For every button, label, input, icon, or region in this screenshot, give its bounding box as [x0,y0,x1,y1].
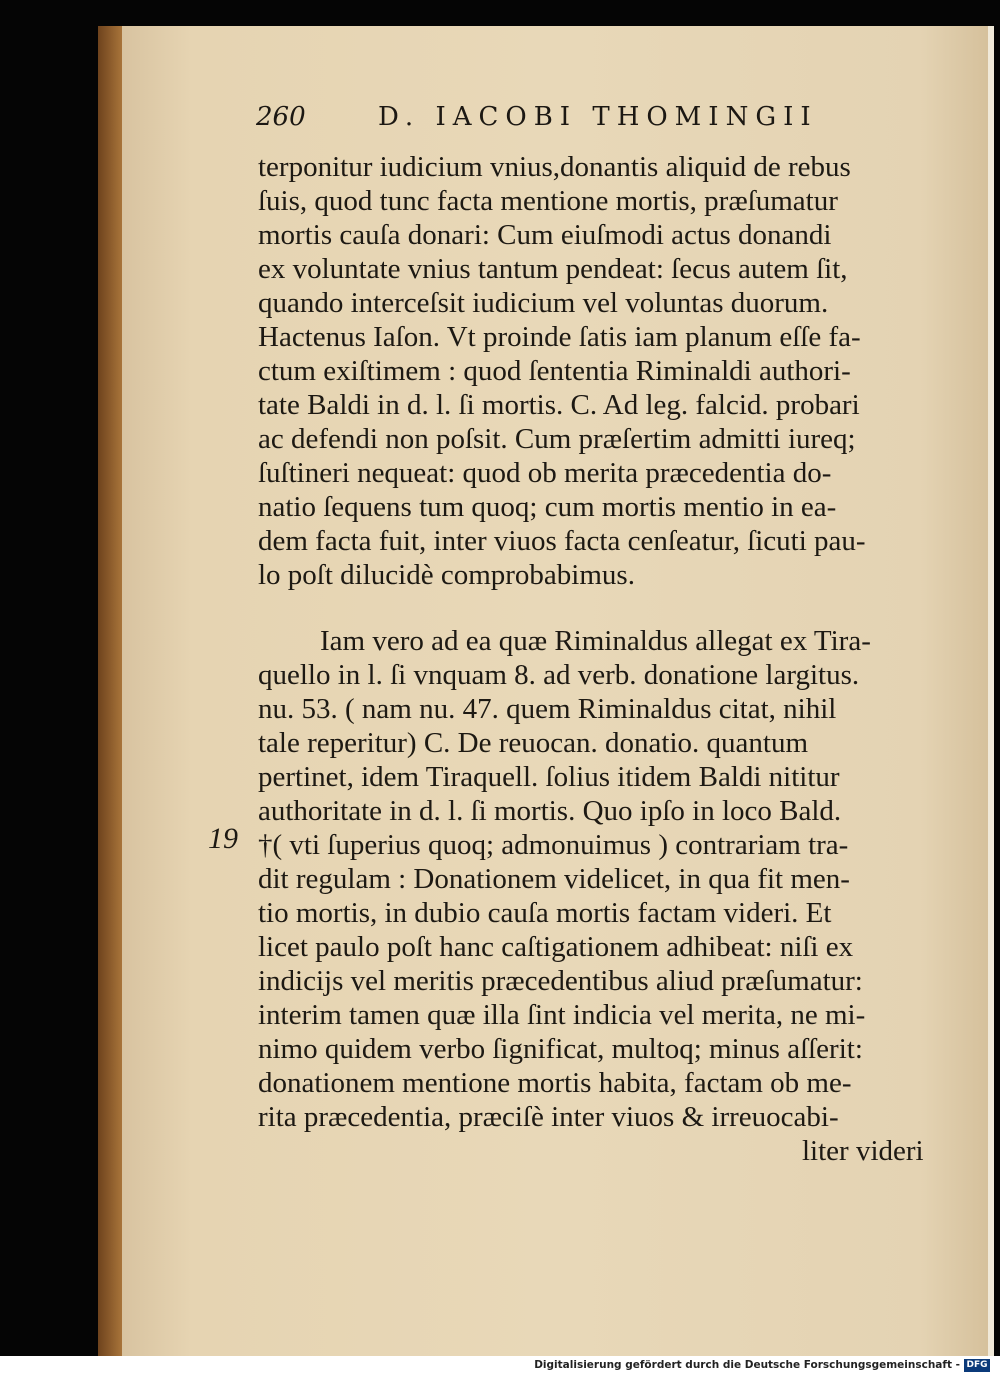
text-line: liter videri [802,1135,924,1167]
text-line: pertinet, idem Tiraquell. ſolius itidem Baldi nititur [258,761,840,793]
text-line: natio ſequens tum quoq; cum mortis mentio in ea- [258,491,837,523]
text-line: quando interceſsit iudicium vel voluntas duorum. [258,287,829,319]
text-line: terponitur iudicium vnius,donantis aliquid de rebus [258,151,851,183]
text-line: ex voluntate vnius tantum pendeat: ſecus autem ſit, [258,253,848,285]
text-line: interim tamen quæ illa ſint indicia vel merita, ne mi- [258,999,866,1031]
text-line: indicijs vel meritis præcedentibus aliud præſumatur: [258,965,863,997]
text-line: rita præcedentia, præciſè inter viuos & irreuocabi- [258,1101,839,1133]
text-line: ac defendi non poſsit. Cum præſertim admitti iureq; [258,423,856,455]
page-header [256,100,856,140]
text-line: †( vti ſuperius quoq; admonuimus ) contrariam tra- [258,829,849,861]
page-number: 260 [256,102,306,132]
text-line: quello in l. ſi vnquam 8. ad verb. donatione largitus. [258,659,860,691]
text-line: ſuis, quod tunc facta mentione mortis, præſumatur [258,185,838,217]
text-line: donationem mentione mortis habita, factam ob me- [258,1067,852,1099]
text-line: lo poſt dilucidè comprobabimus. [258,559,635,591]
funding-note: Digitalisierung gefördert durch die Deutsche Forschungsgemeinschaft - [534,1359,960,1371]
text-line: dem facta fuit, inter viuos facta cenſeatur, ſicuti pau- [258,525,866,557]
text-line: Hactenus Iaſon. Vt proinde ſatis iam planum eſſe fa- [258,321,861,353]
page-right-edge [988,26,994,1356]
text-line: tale reperitur) C. De reuocan. donatio. quantum [258,727,808,759]
text-line: authoritate in d. l. ſi mortis. Quo ipſo in loco Bald. [258,795,842,827]
text-line: tio mortis, in dubio cauſa mortis factam videri. Et [258,897,832,929]
text-line: ctum exiſtimem : quod ſententia Riminaldi authori- [258,355,851,387]
text-line: licet paulo poſt hanc caſtigationem adhibeat: niſi ex [258,931,854,963]
text-line: mortis cauſa donari: Cum eiuſmodi actus donandi [258,219,832,251]
text-line: dit regulam : Donationem videlicet, in qua fit men- [258,863,850,895]
text-line: tate Baldi in d. l. ſi mortis. C. Ad leg. falcid. probari [258,389,860,421]
text-line: Iam vero ad ea quæ Riminaldus allegat ex Tira- [320,625,871,657]
text-line: ſuſtineri nequeat: quod ob merita præcedentia do- [258,457,832,489]
dfg-logo: DFG [964,1359,990,1372]
text-line: nimo quidem verbo ſignificat, multoq; minus aſſerit: [258,1033,863,1065]
margin-note-number: 19 [208,822,238,855]
running-head: D. IACOBI THOMINGII [378,102,818,132]
page-gutter [98,26,122,1356]
text-line: nu. 53. ( nam nu. 47. quem Riminaldus citat, nihil [258,693,837,725]
